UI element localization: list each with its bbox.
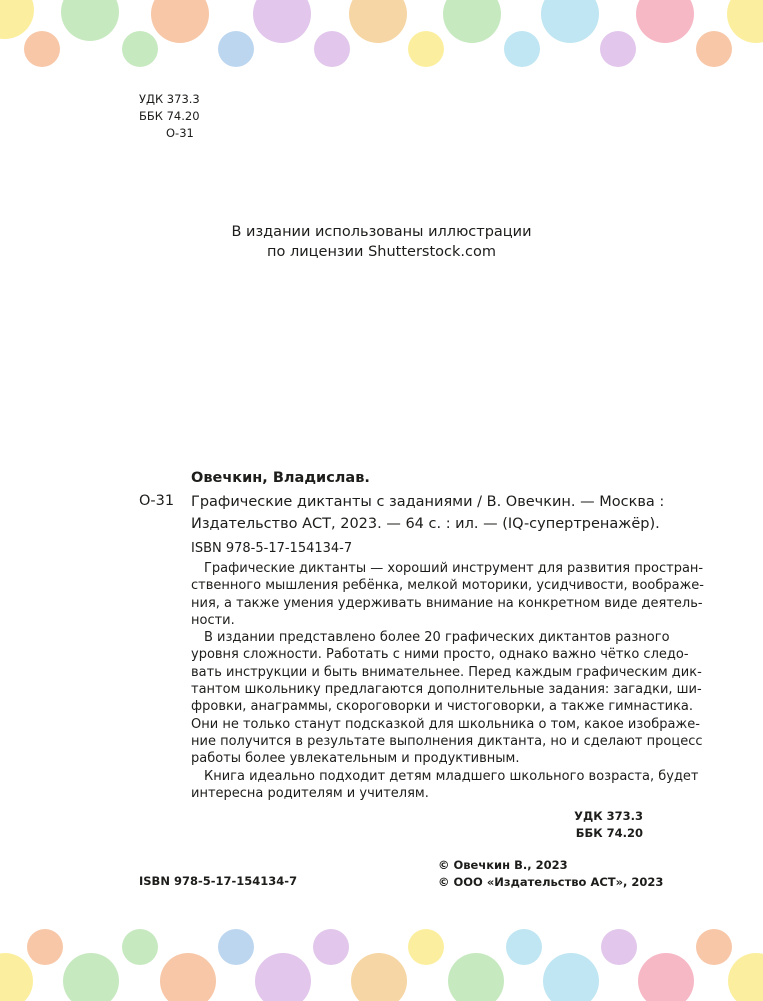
decorative-dot: [314, 31, 350, 67]
annotation-line: интересна родителям и учителям.: [191, 785, 429, 801]
decorative-dot: [0, 953, 33, 1001]
shelf-code: О-31: [139, 493, 175, 509]
decorative-dot: [218, 929, 254, 965]
decorative-dot: [541, 0, 599, 43]
decorative-dot: [122, 929, 158, 965]
annotation-line: Книга идеально подходит детям младшего школьного возраста, будет: [204, 768, 699, 784]
decorative-dot: [728, 953, 763, 1001]
annotation-line: ственного мышления ребёнка, мелкой моторики, усидчивости, воображе-: [191, 578, 704, 594]
decorative-dot: [408, 929, 444, 965]
decorative-dot: [24, 31, 60, 67]
decorative-dot: [122, 31, 158, 67]
isbn-record: ISBN 978-5-17-154134-7: [191, 541, 353, 556]
annotation: [191, 560, 704, 802]
annotation-line: Они не только станут подсказкой для школьника о том, какое изображе-: [191, 716, 700, 732]
decorative-dot: [543, 953, 599, 1001]
annotation-line: фровки, анаграммы, скороговорки и чистоговорки, а также гимнастика.: [191, 699, 694, 715]
decorative-dot: [151, 0, 209, 43]
decorative-dot: [636, 0, 694, 43]
annotation-line: В издании представлено более 20 графических диктантов разного: [204, 630, 670, 646]
bottom-dot-border: [0, 925, 763, 1001]
bibliographic-description: [191, 491, 665, 535]
decorative-dot: [443, 0, 501, 43]
annotation-line: ние получится в результате выполнения диктанта, но и сделают процесс: [191, 733, 703, 749]
decorative-dot: [638, 953, 694, 1001]
author-name: Овечкин, Владислав.: [191, 470, 370, 486]
decorative-dot: [408, 31, 444, 67]
decorative-dot: [506, 929, 542, 965]
annotation-line: тантом школьнику предлагаются дополнительные задания: загадки, ши-: [191, 682, 702, 698]
decorative-dot: [218, 31, 254, 67]
decorative-dot: [255, 953, 311, 1001]
annotation-line: Графические диктанты — хороший инструмент для развития простран-: [204, 561, 704, 576]
copyright-author: © Овечкин В., 2023: [438, 858, 568, 872]
illustrations-note: [0, 222, 763, 262]
top-dot-border: [0, 0, 763, 75]
udk-code-bottom: УДК 373.3: [574, 809, 643, 823]
annotation-line: ности.: [191, 612, 235, 628]
decorative-dot: [349, 0, 407, 43]
decorative-dot: [313, 929, 349, 965]
annotation-line: работы более увлекательным и продуктивным.: [191, 751, 520, 767]
decorative-dot: [504, 31, 540, 67]
bbk-code: ББК 74.20: [139, 109, 200, 123]
illustrations-note-line2: по лицензии Shutterstock.com: [267, 244, 496, 260]
annotation-line: уровня сложности. Работать с ними просто, однако важно чётко следо-: [191, 647, 689, 663]
annotation-line: вать инструкции и быть внимательнее. Перед каждым графическим дик-: [191, 664, 702, 680]
decorative-dot: [27, 929, 63, 965]
udk-code: УДК 373.3: [139, 92, 200, 106]
bbk-code-bottom: ББК 74.20: [575, 826, 643, 840]
bibliographic-line-2: Издательство АСТ, 2023. — 64 с. : ил. — (IQ-супертренажёр).: [191, 516, 660, 532]
decorative-dot: [351, 953, 407, 1001]
classification-codes-bottom: [500, 808, 643, 842]
isbn-footer: ISBN 978-5-17-154134-7: [139, 874, 298, 888]
classification-codes-top: [139, 91, 200, 142]
decorative-dot: [696, 31, 732, 67]
decorative-dot: [253, 0, 311, 43]
bibliographic-line-1: Графические диктанты с заданиями / В. Овечкин. — Москва :: [191, 494, 665, 510]
illustrations-note-line1: В издании использованы иллюстрации: [231, 224, 532, 240]
copyright-publisher: © ООО «Издательство АСТ», 2023: [438, 875, 664, 889]
decorative-dot: [448, 953, 504, 1001]
copyright-block: [438, 857, 663, 891]
decorative-dot: [600, 31, 636, 67]
decorative-dot: [0, 0, 34, 39]
decorative-dot: [160, 953, 216, 1001]
decorative-dot: [63, 953, 119, 1001]
decorative-dot: [601, 929, 637, 965]
decorative-dot: [696, 929, 732, 965]
annotation-line: ния, а также умения удерживать внимание на конкретном виде деятель-: [191, 595, 703, 611]
decorative-dot: [61, 0, 119, 41]
author-mark: О-31: [166, 126, 194, 140]
decorative-dot: [727, 0, 763, 43]
